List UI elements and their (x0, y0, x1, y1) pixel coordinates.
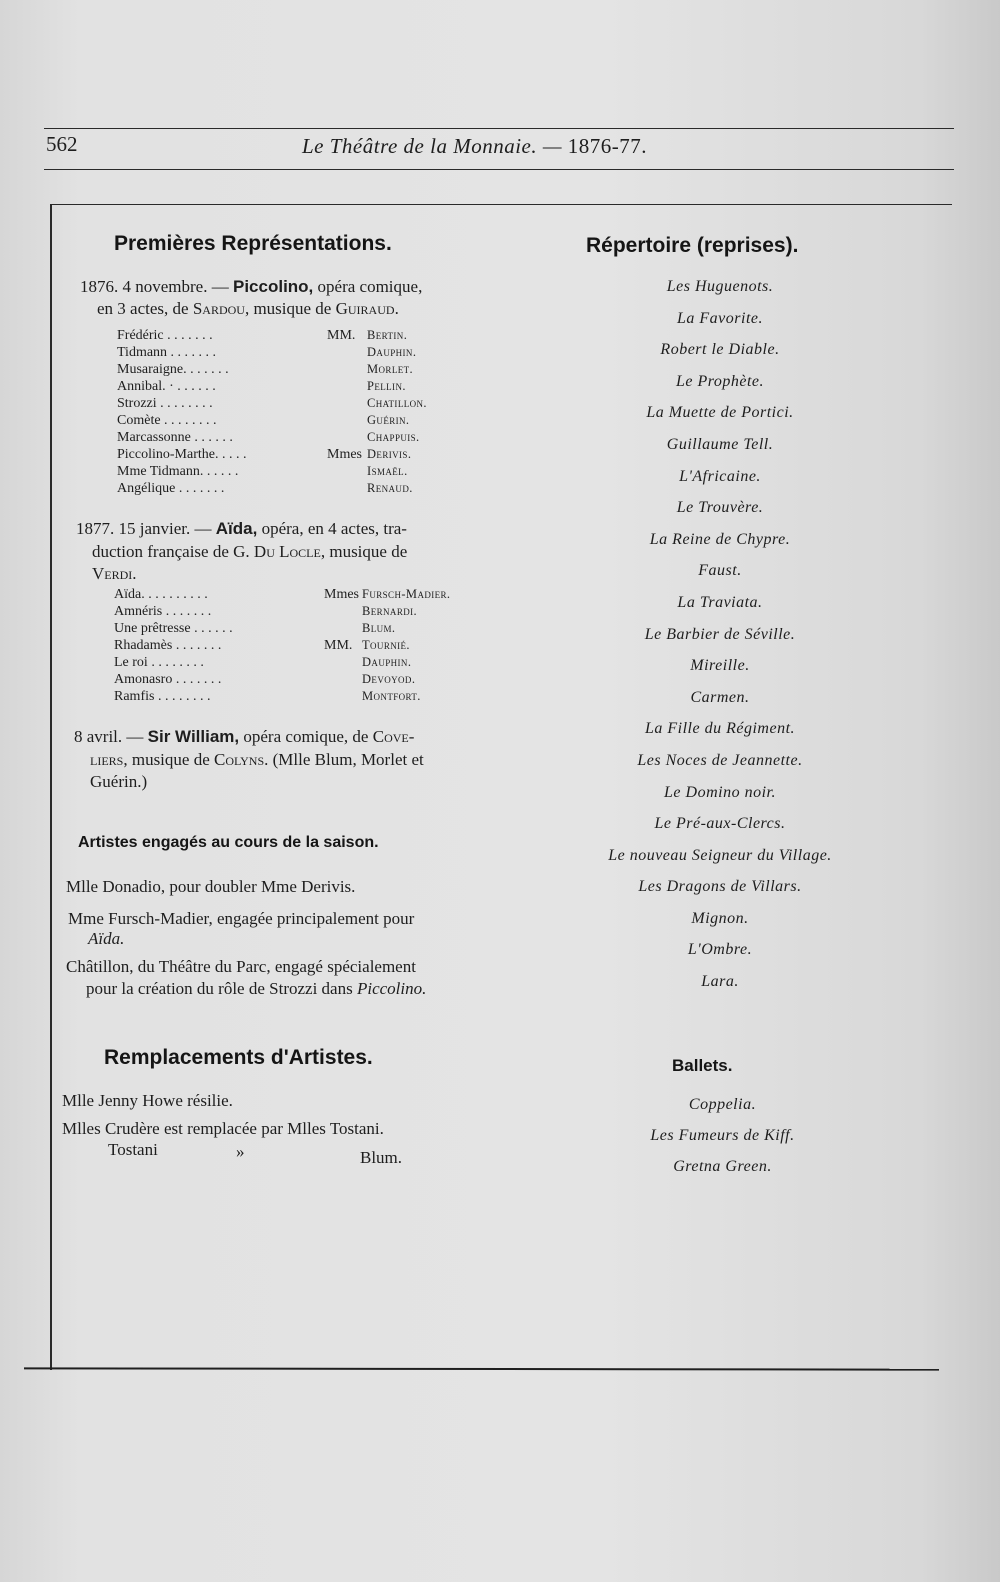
artistes-engages-p2b: Aïda. (88, 929, 125, 948)
aida-cast-row (114, 586, 474, 603)
piccolino-cast-row (117, 480, 457, 497)
cast-role: Comète . . . . . . . . (117, 413, 217, 428)
piccolino-cast-row (117, 446, 457, 463)
repertoire-item: Le Barbier de Séville. (644, 625, 796, 643)
cast-actor: Tournié. (362, 638, 410, 652)
running-title (302, 134, 647, 159)
repertoire-heading: Répertoire (reprises). (586, 234, 799, 257)
running-title-season: 1876-77. (567, 134, 648, 158)
bottom-rule (24, 1367, 939, 1370)
repertoire-item: Faust. (698, 562, 742, 580)
repertoire-list (555, 278, 885, 1005)
sir-william-line-2 (90, 749, 424, 771)
cast-role: Marcassonne . . . . . . (117, 430, 233, 445)
piccolino-line2-end: . (394, 299, 399, 318)
cast-role: Mme Tidmann. . . . . . (117, 464, 239, 479)
piccolino-line2-pre: en 3 actes, de (97, 299, 193, 318)
aida-cast-row (114, 620, 474, 637)
running-title-separator: — (542, 134, 563, 158)
aida-line-3 (92, 563, 137, 585)
cast-role: Annibal. · . . . . . . (117, 379, 216, 394)
cast-actor: Bernardi. (362, 604, 418, 618)
repertoire-item: Le Domino noir. (664, 783, 776, 801)
repertoire-item: Le Prophète. (675, 372, 765, 390)
ballet-item: Coppelia. (688, 1096, 757, 1113)
cast-role: Amonasro . . . . . . . (114, 672, 222, 687)
repertoire-item: L'Africaine. (679, 467, 761, 485)
aida-line2-end: , musique de (320, 542, 408, 561)
cast-role: Musaraigne. . . . . . . (117, 362, 229, 377)
remplacements-p2: Mlles Crudère est remplacée par Mlles Tostani. (62, 1119, 384, 1138)
repertoire-item: La Favorite. (677, 309, 763, 327)
header-bottom-rule (44, 169, 954, 170)
ballets-list (585, 1096, 860, 1189)
artistes-engages-p2a: Mme Fursch-Madier, engagée principalement pour (68, 909, 415, 928)
sir-william-line2-mid: , musique de (123, 750, 214, 769)
aida-cast-row (114, 671, 474, 688)
cast-actor: Ismaël. (367, 464, 408, 478)
artistes-engages-p3a: Châtillon, du Théâtre du Parc, engagé spécialement (66, 957, 416, 976)
sir-william-line-3: Guérin.) (90, 772, 148, 791)
repertoire-item: Le Trouvère. (676, 499, 764, 517)
repertoire-item: Robert le Diable. (660, 341, 780, 359)
ballets-heading: Ballets. (672, 1056, 733, 1075)
piccolino-cast (117, 327, 457, 497)
repertoire-item: Mireille. (690, 657, 750, 675)
artistes-engages-p3b (86, 978, 426, 1000)
aida-line2-pre: duction française de G. (92, 542, 254, 561)
repertoire-item: La Reine de Chypre. (649, 530, 791, 548)
piccolino-date: 1876. 4 novembre. — (80, 277, 229, 296)
piccolino-cast-row (117, 463, 457, 480)
cast-actor: Chatillon. (367, 396, 427, 410)
piccolino-composer: Guiraud (335, 299, 395, 318)
cast-role: Angélique . . . . . . . (117, 481, 225, 496)
sir-william-line-1 (74, 726, 414, 748)
repertoire-item: La Fille du Régiment. (644, 720, 796, 738)
cast-role: Frédéric . . . . . . . (117, 328, 213, 343)
cast-actor: Pellin. (367, 379, 406, 393)
sir-william-title: Sir William, (147, 727, 240, 746)
sir-william-line2-end: . (Mlle Blum, Morlet et (264, 750, 424, 769)
artistes-engages-p3b-italic: Piccolino. (356, 979, 427, 998)
artistes-engages-heading: Artistes engagés au cours de la saison. (78, 834, 379, 851)
aida-line3-end: . (132, 564, 137, 583)
aida-cast-row (114, 637, 474, 654)
cast-actor: Guérin. (367, 413, 410, 427)
aida-line1-end: opéra, en 4 actes, tra- (261, 519, 407, 538)
piccolino-cast-row (117, 378, 457, 395)
cast-prefix: MM. (327, 328, 356, 343)
repertoire-item: L'Ombre. (687, 941, 753, 959)
remplacements-p3a: Tostani (108, 1140, 158, 1159)
page-number: 562 (46, 132, 78, 156)
ballet-item: Les Fumeurs de Kiff. (650, 1127, 795, 1144)
cast-role: Tidmann . . . . . . . (117, 345, 217, 360)
repertoire-item: Lara. (701, 973, 739, 991)
aida-cast-row (114, 688, 474, 705)
piccolino-line2-mid: , musique de (244, 299, 336, 318)
piccolino-line-2 (97, 298, 399, 320)
sir-william-composer: Colyns (214, 750, 265, 769)
repertoire-item: Les Huguenots. (666, 278, 774, 295)
sir-william-date: 8 avril. — (74, 727, 144, 746)
repertoire-item: Le nouveau Seigneur du Village. (608, 846, 832, 864)
repertoire-item: Carmen. (690, 688, 750, 706)
piccolino-cast-row (117, 327, 457, 344)
remplacements-heading: Remplacements d'Artistes. (104, 1046, 373, 1069)
piccolino-cast-row (117, 361, 457, 378)
repertoire-item: La Traviata. (677, 593, 763, 611)
aida-cast-row (114, 654, 474, 671)
cast-actor: Derivis. (367, 447, 412, 461)
aida-translator: Du Locle (253, 542, 321, 561)
cast-prefix: Mmes (327, 447, 362, 462)
artistes-engages-p1: Mlle Donadio, pour doubler Mme Derivis. (66, 877, 356, 896)
cast-actor: Chappuis. (367, 430, 420, 444)
cast-role: Piccolino-Marthe. . . . . (117, 447, 247, 462)
piccolino-cast-row (117, 395, 457, 412)
piccolino-cast-row (117, 429, 457, 446)
remplacements-p1: Mlle Jenny Howe résilie. (62, 1091, 233, 1110)
repertoire-item: Guillaume Tell. (666, 435, 774, 453)
cast-actor: Dauphin. (362, 655, 412, 669)
repertoire-item: Les Noces de Jeannette. (637, 751, 803, 769)
piccolino-title: Piccolino, (232, 277, 314, 296)
cast-actor: Morlet. (367, 362, 414, 376)
repertoire-item: Le Pré-aux-Clercs. (654, 815, 786, 833)
cast-role: Aïda. . . . . . . . . . (114, 587, 208, 602)
aida-cast-row (114, 603, 474, 620)
piccolino-author: Sardou (192, 299, 245, 318)
cast-actor: Montfort. (362, 689, 421, 703)
cast-role: Rhadamès . . . . . . . (114, 638, 222, 653)
piccolino-line-1 (80, 276, 422, 298)
cast-prefix: MM. (324, 638, 353, 653)
piccolino-cast-row (117, 412, 457, 429)
cast-role: Le roi . . . . . . . . (114, 655, 204, 670)
page-header (44, 128, 954, 168)
cast-role: Une prêtresse . . . . . . (114, 621, 233, 636)
artistes-engages-p3b-pre: pour la création du rôle de Strozzi dans (86, 979, 357, 998)
cast-role: Strozzi . . . . . . . . (117, 396, 213, 411)
premieres-heading: Premières Représentations. (114, 232, 392, 255)
aida-cast (114, 586, 474, 705)
piccolino-cast-row (117, 344, 457, 361)
repertoire-item: Les Dragons de Villars. (638, 878, 802, 896)
cast-actor: Renaud. (367, 481, 413, 495)
aida-title: Aïda, (215, 519, 258, 538)
aida-line-2 (92, 541, 407, 563)
cast-role: Amnéris . . . . . . . (114, 604, 212, 619)
repertoire-item: Mignon. (691, 909, 749, 927)
aida-line-1 (76, 518, 407, 540)
ballet-item: Gretna Green. (673, 1158, 772, 1175)
cast-actor: Devoyod. (362, 672, 416, 686)
cast-actor: Bertin. (367, 328, 408, 342)
sir-william-author-b: liers (90, 750, 124, 769)
aida-date: 1877. 15 janvier. — (76, 519, 212, 538)
cast-actor: Dauphin. (367, 345, 417, 359)
cast-actor: Fursch-Madier. (362, 587, 451, 601)
repertoire-item: La Muette de Portici. (646, 404, 794, 422)
cast-actor: Blum. (362, 621, 396, 635)
remplacements-p3c: Blum. (360, 1148, 403, 1167)
aida-composer: Verdi (92, 564, 133, 583)
cast-prefix: Mmes (324, 587, 359, 602)
piccolino-desc: opéra comique, (317, 277, 423, 296)
sir-william-author-a: Cove- (372, 727, 415, 746)
remplacements-p3b: » (236, 1142, 245, 1161)
running-title-text: Le Théâtre de la Monnaie. (302, 134, 538, 158)
cast-role: Ramfis . . . . . . . . (114, 689, 211, 704)
sir-william-line1-end: opéra comique, de (243, 727, 369, 746)
